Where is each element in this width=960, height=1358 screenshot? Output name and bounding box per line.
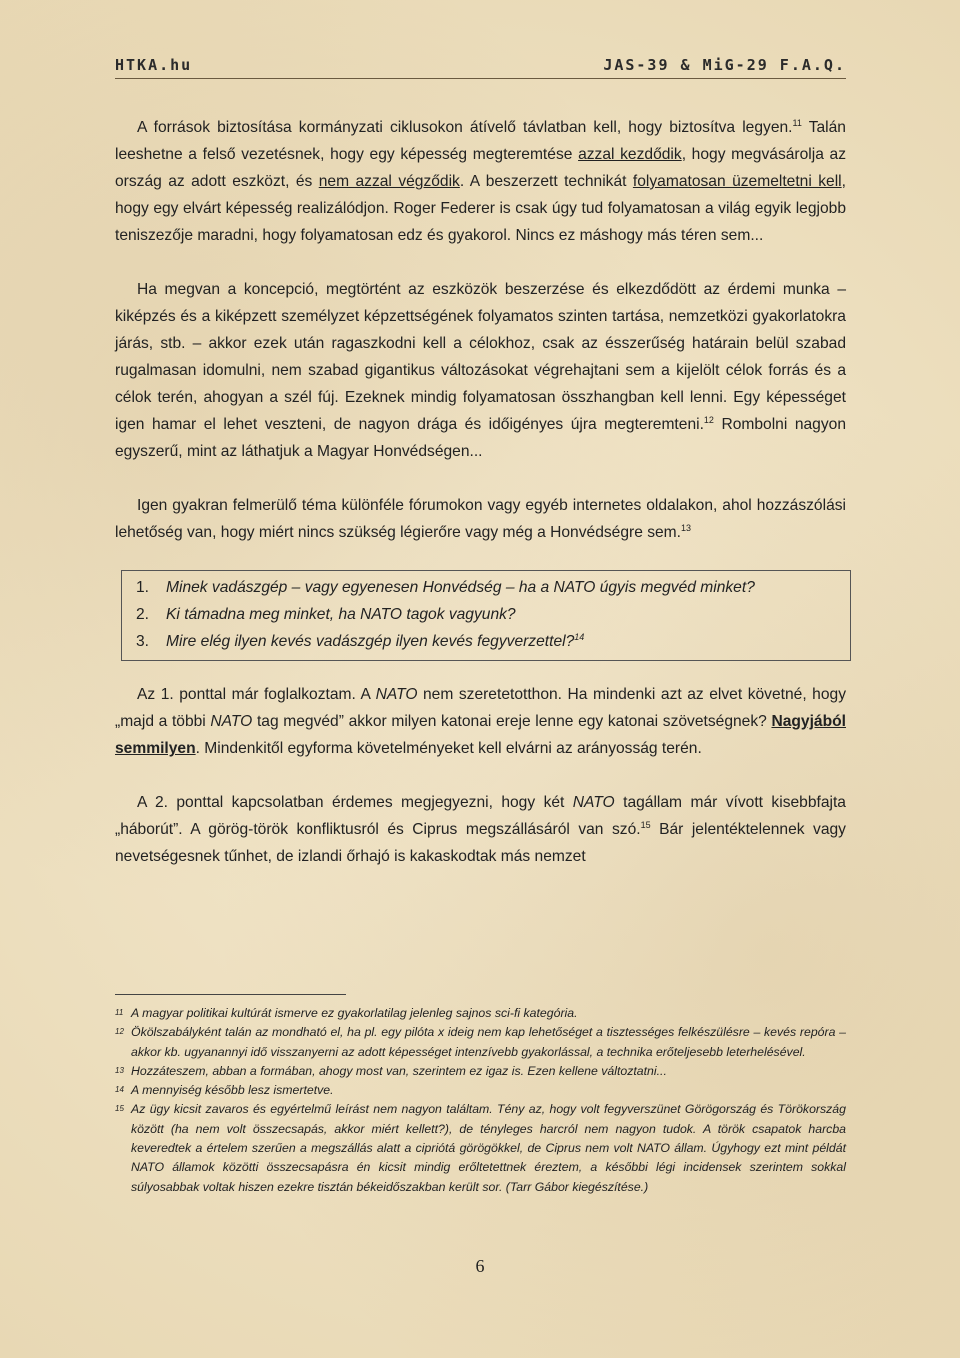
document-body (115, 114, 846, 870)
text-run: A 2. ponttal kapcsolatban érdemes megjegyezni, hogy két (137, 794, 573, 811)
question-text: Minek vadászgép – vagy egyenesen Honvédség – ha a NATO úgyis megvéd minket? (166, 579, 755, 596)
footnote-number: 13 (115, 1065, 124, 1075)
italic-text: NATO (210, 713, 253, 730)
text-run: . A beszerzett technikát (459, 173, 633, 190)
question-number: 2. (136, 606, 150, 623)
question-text: Mire elég ilyen kevés vadászgép ilyen kevés fegyverzettel? (166, 633, 575, 650)
text-run: A források biztosítása kormányzati ciklusokon átívelő távlatban kell, hogy biztosítva legyen. (137, 119, 793, 136)
footnote-ref-15: 15 (640, 819, 651, 830)
text-run: Ha megvan a koncepció, megtörtént az eszközök beszerzése és elkezdődött az érdemi munka – kiképzés és a kiképzett személyzet képzettségének folyamatos szinten tartása, nemzetközi gyakorlatokra járás, stb. – akkor ezek után ragaszkodni kell a célokhoz, csak az ésszerűség határain belül szabad rugalmasan idomulni, nem szabad gigantikus változásokat végrehajtani sem a kijelölt célok forrás és a célok terén, ahogyan a szél fúj. Ezeknek mindig folyamatosan összhangban kell lenni. Egy képességet igen hamar el lehet veszteni, de nagyon drága és időigényes újra megteremteni. (115, 281, 846, 433)
text-run: Bár jelentéktelennek vagy nevetségesnek tűnhet, de izlandi őrhajó is kakaskodtak más nemzet (115, 821, 846, 865)
header-site-name: HTKA.hu (115, 56, 193, 74)
footnote (115, 1062, 846, 1081)
footnote-number: 11 (115, 1008, 124, 1017)
footnote (115, 1023, 846, 1062)
footnote (115, 1004, 846, 1023)
header-document-title: JAS-39 & MiG-29 F.A.Q. (603, 56, 846, 74)
footnote-text: Ökölszabályként talán az mondható el, ha pl. egy pilóta x ideig nem kap lehetőséget a tisztességes felkészülésre – kevés repóra – akkor kb. ugyanannyi idő visszanyerni az adott képességet intenzívebb gyakorlással, a technika erőteljesebb leterhelésével. (131, 1025, 846, 1059)
footnote (115, 1100, 846, 1196)
page-number: 6 (475, 1256, 485, 1276)
footnote-ref-11: 11 (792, 117, 802, 128)
question-box (121, 570, 851, 661)
footnote-text: A mennyiség később lesz ismertetve. (131, 1083, 334, 1098)
footnote-text: Az ügy kicsit zavaros és egyértelmű leírást nem nagyon találtam. Tény az, hogy volt fegyverszünet Görögország és Törökország között (ha nem volt összecsapás, akkor miért kellett?), de tényleges harcról nem nagyon tudok. A török csapatok harcba keveredtek a értelem szerűen a megszállás alatt a cipriótá görögökkel, de Ciprus nem volt NATO állam. Úgyhogy ezt mint példát NATO államok közötti összecsapásra én kicsit mindig erőltetettnek éreztem, a későbbi légi incidensek szerintem sokkal súlyosabbak voltak hiszen ezekre tisztán békeidőszakban került sor. (Tarr Gábor kiegészítése.) (131, 1102, 846, 1194)
paragraph-5 (115, 789, 846, 870)
footnote-number: 12 (115, 1027, 124, 1037)
question-item (136, 574, 840, 601)
question-item (136, 628, 840, 655)
footnote-separator (115, 994, 346, 995)
footnote-ref-12: 12 (703, 414, 714, 425)
footnote-text: A magyar politikai kultúrát ismerve ez gyakorlatilag jelenleg sajnos sci-fi kategória. (131, 1006, 578, 1020)
text-run: Igen gyakran felmerülő téma különféle fórumokon vagy egyéb internetes oldalakon, ahol hozzászólási lehetőség van, hogy miért nincs szükség légierőre vagy még a Honvédségre sem. (115, 497, 846, 541)
text-run: Az 1. ponttal már foglalkoztam. A (137, 686, 376, 703)
text-run: , hogy egy elvárt képesség realizálódjon. Roger Federer is csak úgy tud folyamatosan a világ egyik legjobb teniszezője maradni, hogy folyamatosan edz és gyakorol. Nincs ez máshogy más téren sem... (115, 173, 846, 244)
paragraph-1 (115, 114, 846, 249)
text-run: tagállam már vívott kisebbfajta „háborút”. A görög-török konfliktusról és Ciprus megszállásáról van szó. (115, 794, 846, 838)
italic-text: NATO (375, 686, 418, 703)
page-header (115, 56, 846, 79)
text-run: Talán leeshetne a felső vezetésnek, hogy egy képesség megteremtése (115, 119, 846, 163)
paragraph-4 (115, 681, 846, 762)
question-text: Ki támadna meg minket, ha NATO tagok vagyunk? (166, 606, 516, 623)
underlined-text: folyamatosan üzemeltetni kell (632, 173, 842, 190)
text-run: nem szeretetotthon. Ha mindenki azt az elvet követné, hogy „majd a többi (115, 686, 846, 730)
text-run: tag megvéd” akkor milyen katonai ereje lenne egy katonai szövetségnek? (252, 713, 772, 730)
question-number: 3. (136, 633, 150, 650)
footnote-number: 14 (115, 1085, 124, 1095)
footnotes (115, 1004, 846, 1197)
footnote (115, 1081, 846, 1100)
text-run: Rombolni nagyon egyszerű, mint az láthatjuk a Magyar Honvédségen... (115, 416, 846, 460)
bold-underlined-text: Nagyjából semmilyen (115, 713, 846, 757)
underlined-text: azzal kezdődik (578, 146, 682, 163)
underlined-text: nem azzal végződik (318, 173, 460, 190)
text-run: , hogy megvásárolja az ország az adott eszközt, és (115, 146, 847, 190)
footnote-number: 15 (115, 1104, 124, 1114)
text-run: . Mindenkitől egyforma követelményeket kell elvárni az arányosság terén. (195, 740, 702, 757)
paragraph-3 (115, 492, 846, 546)
question-number: 1. (136, 579, 150, 596)
footnote-text: Hozzáteszem, abban a formában, ahogy most van, szerintem ez igaz is. Ezen kellene változtatni... (131, 1063, 667, 1078)
italic-text: NATO (572, 794, 615, 811)
question-item (136, 601, 840, 628)
footnote-ref-14: 14 (574, 631, 585, 642)
footnote-ref-13: 13 (681, 522, 692, 533)
paragraph-2 (115, 276, 846, 465)
